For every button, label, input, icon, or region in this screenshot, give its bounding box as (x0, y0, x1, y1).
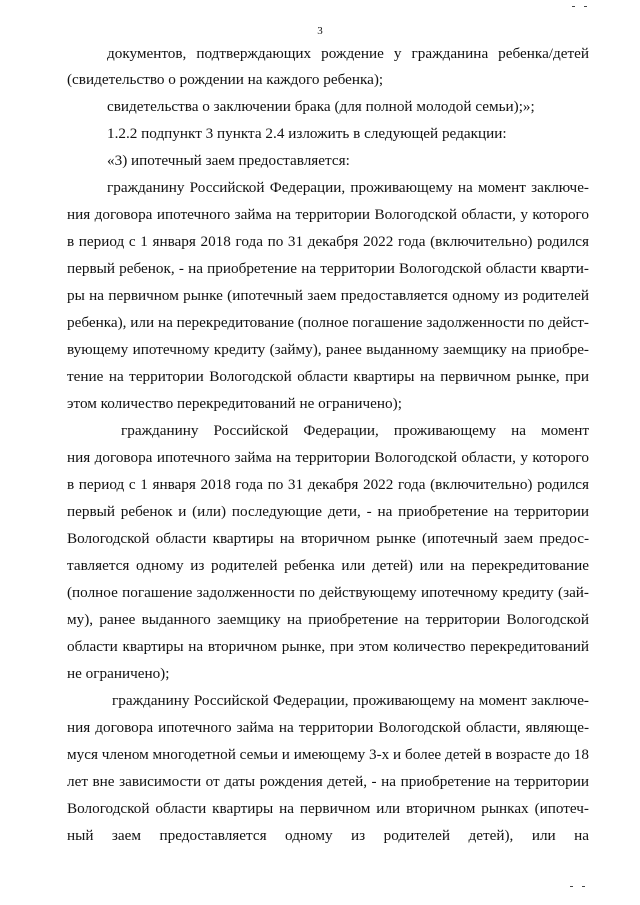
text-line: документов, подтверждающих рождение у гражданина ребенка/детей (107, 45, 589, 62)
text-line: в период с 1 января 2018 года по 31 декабря 2022 года (включительно) родился (67, 476, 589, 493)
text-line: вующему ипотечному кредиту (займу), ранее выданному заемщику на приобре- (67, 341, 589, 358)
text-line: «3) ипотечный заем предоставляется: (107, 152, 350, 169)
text-line: (свидетельство о рождении на каждого ребенка); (67, 71, 384, 88)
scan-mark (582, 886, 585, 887)
text-line: Вологодской области квартиры на первичном или вторичном рынках (ипотеч- (67, 800, 589, 817)
text-line: ры на первичном рынке (ипотечный заем предоставляется одному из родителей (67, 287, 589, 304)
scan-mark (572, 6, 575, 7)
text-line: первый ребенок, - на приобретение на территории Вологодской области кварти- (67, 260, 589, 277)
text-line: ния договора ипотечного займа на территории Вологодской области, у которого (67, 206, 589, 223)
text-line: не ограничено); (67, 665, 170, 682)
text-line: тение на территории Вологодской области квартиры на первичном рынке, при (67, 368, 589, 385)
text-line: гражданину Российской Федерации, проживающему на момент (121, 422, 589, 439)
text-line: области квартиры на вторичном рынке, при этом количество перекредитований (67, 638, 589, 655)
text-line: лет вне зависимости от даты рождения детей, - на приобретение на территории (67, 773, 589, 790)
text-line: муся членом многодетной семьи и имеющему 3-х и более детей в возрасте до 18 (67, 746, 589, 763)
text-line: ния договора ипотечного займа на территории Вологодской области, у которого (67, 449, 589, 466)
text-line: гражданину Российской Федерации, проживающему на момент заключе- (107, 179, 589, 196)
text-line: ный заем предоставляется одному из родителей детей), или на (67, 827, 589, 844)
text-line: Вологодской области квартиры на вторичном рынке (ипотечный заем предос- (67, 530, 589, 547)
text-line: 1.2.2 подпункт 3 пункта 2.4 изложить в следующей редакции: (107, 125, 507, 142)
text-line: му), ранее выданного заемщику на приобретение на территории Вологодской (67, 611, 589, 628)
text-line: ребенка), или на перекредитование (полное погашение задолженности по дейст- (67, 314, 589, 331)
text-line: тавляется одному из родителей ребенка или детей) или на перекредитование (67, 557, 589, 574)
text-line: этом количество перекредитований не ограничено); (67, 395, 402, 412)
text-line: гражданину Российской Федерации, проживающему на момент заключе- (112, 692, 589, 709)
page-number: 3 (317, 25, 323, 37)
text-line: свидетельства о заключении брака (для полной молодой семьи);»; (107, 98, 535, 115)
text-line: (полное погашение задолженности по действующему ипотечному кредиту (зай- (67, 584, 589, 601)
scan-mark (584, 6, 587, 7)
text-line: ния договора ипотечного займа на территории Вологодской области, являюще- (67, 719, 589, 736)
text-line: первый ребенок и (или) последующие дети, - на приобретение на территории (67, 503, 589, 520)
scan-mark (570, 886, 573, 887)
text-line: в период с 1 января 2018 года по 31 декабря 2022 года (включительно) родился (67, 233, 589, 250)
